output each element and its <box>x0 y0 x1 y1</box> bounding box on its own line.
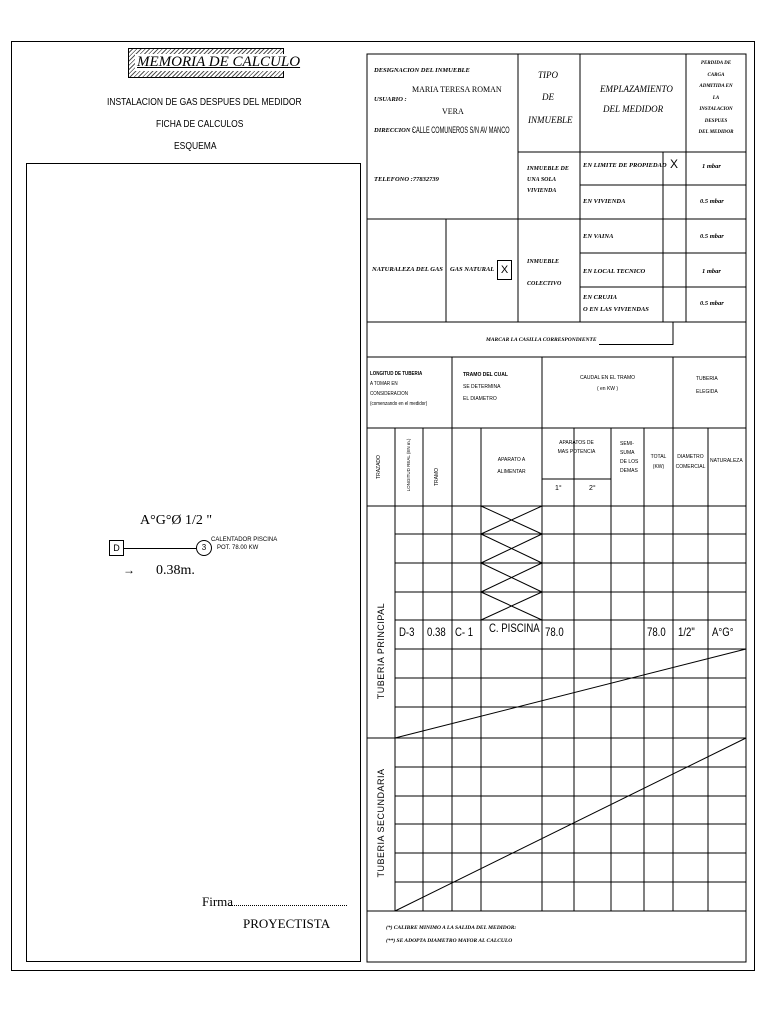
header-longitud-line: A TOMAR EN <box>370 381 398 387</box>
inmueble-colectivo-line: INMUEBLE <box>527 259 560 265</box>
row-label-vivienda: EN VIVIENDA <box>583 198 626 205</box>
col-semisuma <box>620 440 638 476</box>
perdida-line: ADMITIDA EN <box>699 84 733 89</box>
marcar-line <box>599 344 673 345</box>
col-semisuma-line: DEMAS <box>620 468 638 474</box>
row-value-limite: 1 mbar <box>702 163 721 170</box>
perdida-line: INSTALACION <box>699 107 733 112</box>
label-tuberia-principal: TUBERIA PRINCIPAL <box>376 602 386 700</box>
cell-longitud: 0.38 <box>427 625 446 639</box>
sketch-appliance: CALENTADOR PISCINA <box>211 537 278 543</box>
sketch-power: POT. 78.00 KW <box>217 545 259 551</box>
header-tuberia-line: TUBERIA <box>696 376 718 382</box>
header-tramo <box>463 369 508 405</box>
cell-aparato: C. PISCINA <box>489 621 540 635</box>
sketch-node-start: D <box>109 540 124 556</box>
tipo-line-2: DE <box>542 92 554 102</box>
row-value-crujia: 0.5 mbar <box>700 300 724 307</box>
sketch-arrow-icon: → <box>123 563 135 577</box>
col-aparato-line: ALIMENTAR <box>497 469 526 475</box>
header-longitud-line: CONSIDERACION <box>370 391 409 397</box>
subtitle-installation: INSTALACION DE GAS DESPUES DEL MEDIDOR <box>107 97 302 108</box>
row-label-limite: EN LIMITE DE PROPIEDAD <box>583 162 667 169</box>
perdida-line: CARGA <box>707 72 725 78</box>
telefono-label: TELEFONO :77832739 <box>374 176 439 183</box>
inmueble-sola-line: UNA SOLA <box>527 177 557 183</box>
cell-tramo: C- 1 <box>455 625 474 639</box>
row-label-crujia: EN CRUJIA <box>583 294 618 301</box>
gas-natural-label: GAS NATURAL <box>450 266 495 273</box>
header-longitud-line: (comenzando en el medidor) <box>370 401 428 407</box>
header-tuberia <box>696 373 718 399</box>
inmueble-sola-line: INMUEBLE DE <box>527 166 569 172</box>
cell-total: 78.0 <box>647 625 666 639</box>
row-value-local: 1 mbar <box>702 268 721 275</box>
row-label-local: EN LOCAL TECNICO <box>583 268 646 275</box>
usuario-value-2: VERA <box>442 107 464 116</box>
row-mark-limite[interactable]: X <box>670 157 679 171</box>
usuario-value-1: MARIA TERESA ROMAN <box>412 85 502 94</box>
memoria-title: MEMORIA DE CALCULO <box>137 54 301 70</box>
tipo-line-1: TIPO <box>538 70 558 80</box>
header-longitud-line: LONGITUD DE TUBERIA <box>370 371 423 377</box>
perdida-line: PERDIDA DE <box>700 61 732 66</box>
subtitle-esquema: ESQUEMA <box>174 141 217 152</box>
row-value-vivienda: 0.5 mbar <box>700 198 724 205</box>
usuario-label: USUARIO : <box>374 96 407 103</box>
col-first: 1° <box>555 485 562 492</box>
header-tramo-line: TRAMO DEL CUAL <box>463 372 508 378</box>
perdida-block <box>687 58 745 139</box>
subtitle-ficha: FICHA DE CALCULOS <box>156 119 244 130</box>
cell-diametro: 1/2" <box>678 625 695 639</box>
col-naturaleza: NATURALEZA <box>710 458 743 464</box>
col-aparato <box>481 454 542 478</box>
label-tuberia-secundaria: TUBERIA SECUNDARIA <box>376 768 386 878</box>
col-diametro-line: DIAMETRO <box>677 454 704 460</box>
col-total-line: TOTAL <box>650 454 667 460</box>
col-semisuma-line: SUMA <box>620 450 635 456</box>
direccion-value: CALLE COMUNEROS S/N AV MANCO <box>412 125 510 135</box>
row-value-vaina: 0.5 mbar <box>700 233 724 240</box>
col-semisuma-line: DE LOS <box>620 459 639 465</box>
col-aparato-line: APARATO A <box>497 457 526 463</box>
sketch-length: 0.38m. <box>156 563 195 578</box>
col-longitud: LONGITUD REAL (EN m.) <box>406 438 411 492</box>
row-label-crujia-2: O EN LAS VIVIENDAS <box>583 306 649 313</box>
perdida-line: DESPUES <box>704 118 728 124</box>
header-caudal-line: CAUDAL EN EL TRAMO <box>579 375 636 381</box>
gas-natural-checkbox[interactable]: X <box>497 260 512 280</box>
cell-naturaleza: A°G° <box>712 625 734 639</box>
note-2: (**) SE ADOPTA DIAMETRO MAYOR AL CALCULO <box>386 938 513 944</box>
col-trazado: TRAZADO <box>376 455 382 479</box>
designacion-label: DESIGNACION DEL INMUEBLE <box>374 67 470 74</box>
direccion-label: DIRECCION : <box>374 127 415 134</box>
proyectista-label: PROYECTISTA <box>243 916 331 931</box>
firma-label: Firma <box>202 894 234 909</box>
note-1: (*) CALIBRE MINIMO A LA SALIDA DEL MEDIDOR: <box>386 925 517 931</box>
sketch-pipe-label: A°G°Ø 1/2 " <box>140 513 213 528</box>
col-mas-potencia-line: MAS POTENCIA <box>557 449 596 455</box>
col-tramo: TRAMO <box>434 467 440 487</box>
inmueble-sola-block <box>527 164 569 197</box>
header-caudal-line: ( en KW ) <box>596 386 619 392</box>
row-label-vaina: EN VAINA <box>583 233 614 240</box>
naturaleza-label: NATURALEZA DEL GAS <box>372 266 443 273</box>
emplazamiento-line-2: DEL MEDIDOR <box>603 104 664 114</box>
col-second: 2° <box>589 485 596 492</box>
col-total <box>644 452 673 472</box>
header-caudal <box>542 373 673 395</box>
col-mas-potencia-line: APARATOS DE <box>559 440 594 446</box>
cell-trazado: D-3 <box>399 625 415 639</box>
header-tuberia-line: ELEGIDA <box>696 389 718 395</box>
inmueble-colectivo-block <box>527 251 561 295</box>
col-mas-potencia <box>542 439 611 457</box>
tipo-line-3: INMUEBLE <box>528 115 573 125</box>
inmueble-colectivo-line: COLECTIVO <box>527 281 562 287</box>
cell-aparato-1: 78.0 <box>545 625 564 639</box>
col-semisuma-line: SEMI- <box>620 441 634 447</box>
col-diametro <box>673 452 708 472</box>
col-diametro-line: COMERCIAL <box>675 464 706 470</box>
header-longitud <box>370 369 427 409</box>
perdida-line: DEL MEDIDOR <box>698 130 734 135</box>
col-total-line: (KW) <box>652 464 665 470</box>
inmueble-sola-line: VIVIENDA <box>527 188 557 194</box>
perdida-line: LA <box>712 95 720 101</box>
sketch-node-end: 3 <box>196 540 212 556</box>
header-tramo-line: SE DETERMINA <box>463 384 501 390</box>
marcar-label: MARCAR LA CASILLA CORRESPONDIENTE <box>486 337 597 343</box>
header-tramo-line: EL DIAMETRO <box>463 396 497 402</box>
emplazamiento-line-1: EMPLAZAMIENTO <box>600 84 673 94</box>
